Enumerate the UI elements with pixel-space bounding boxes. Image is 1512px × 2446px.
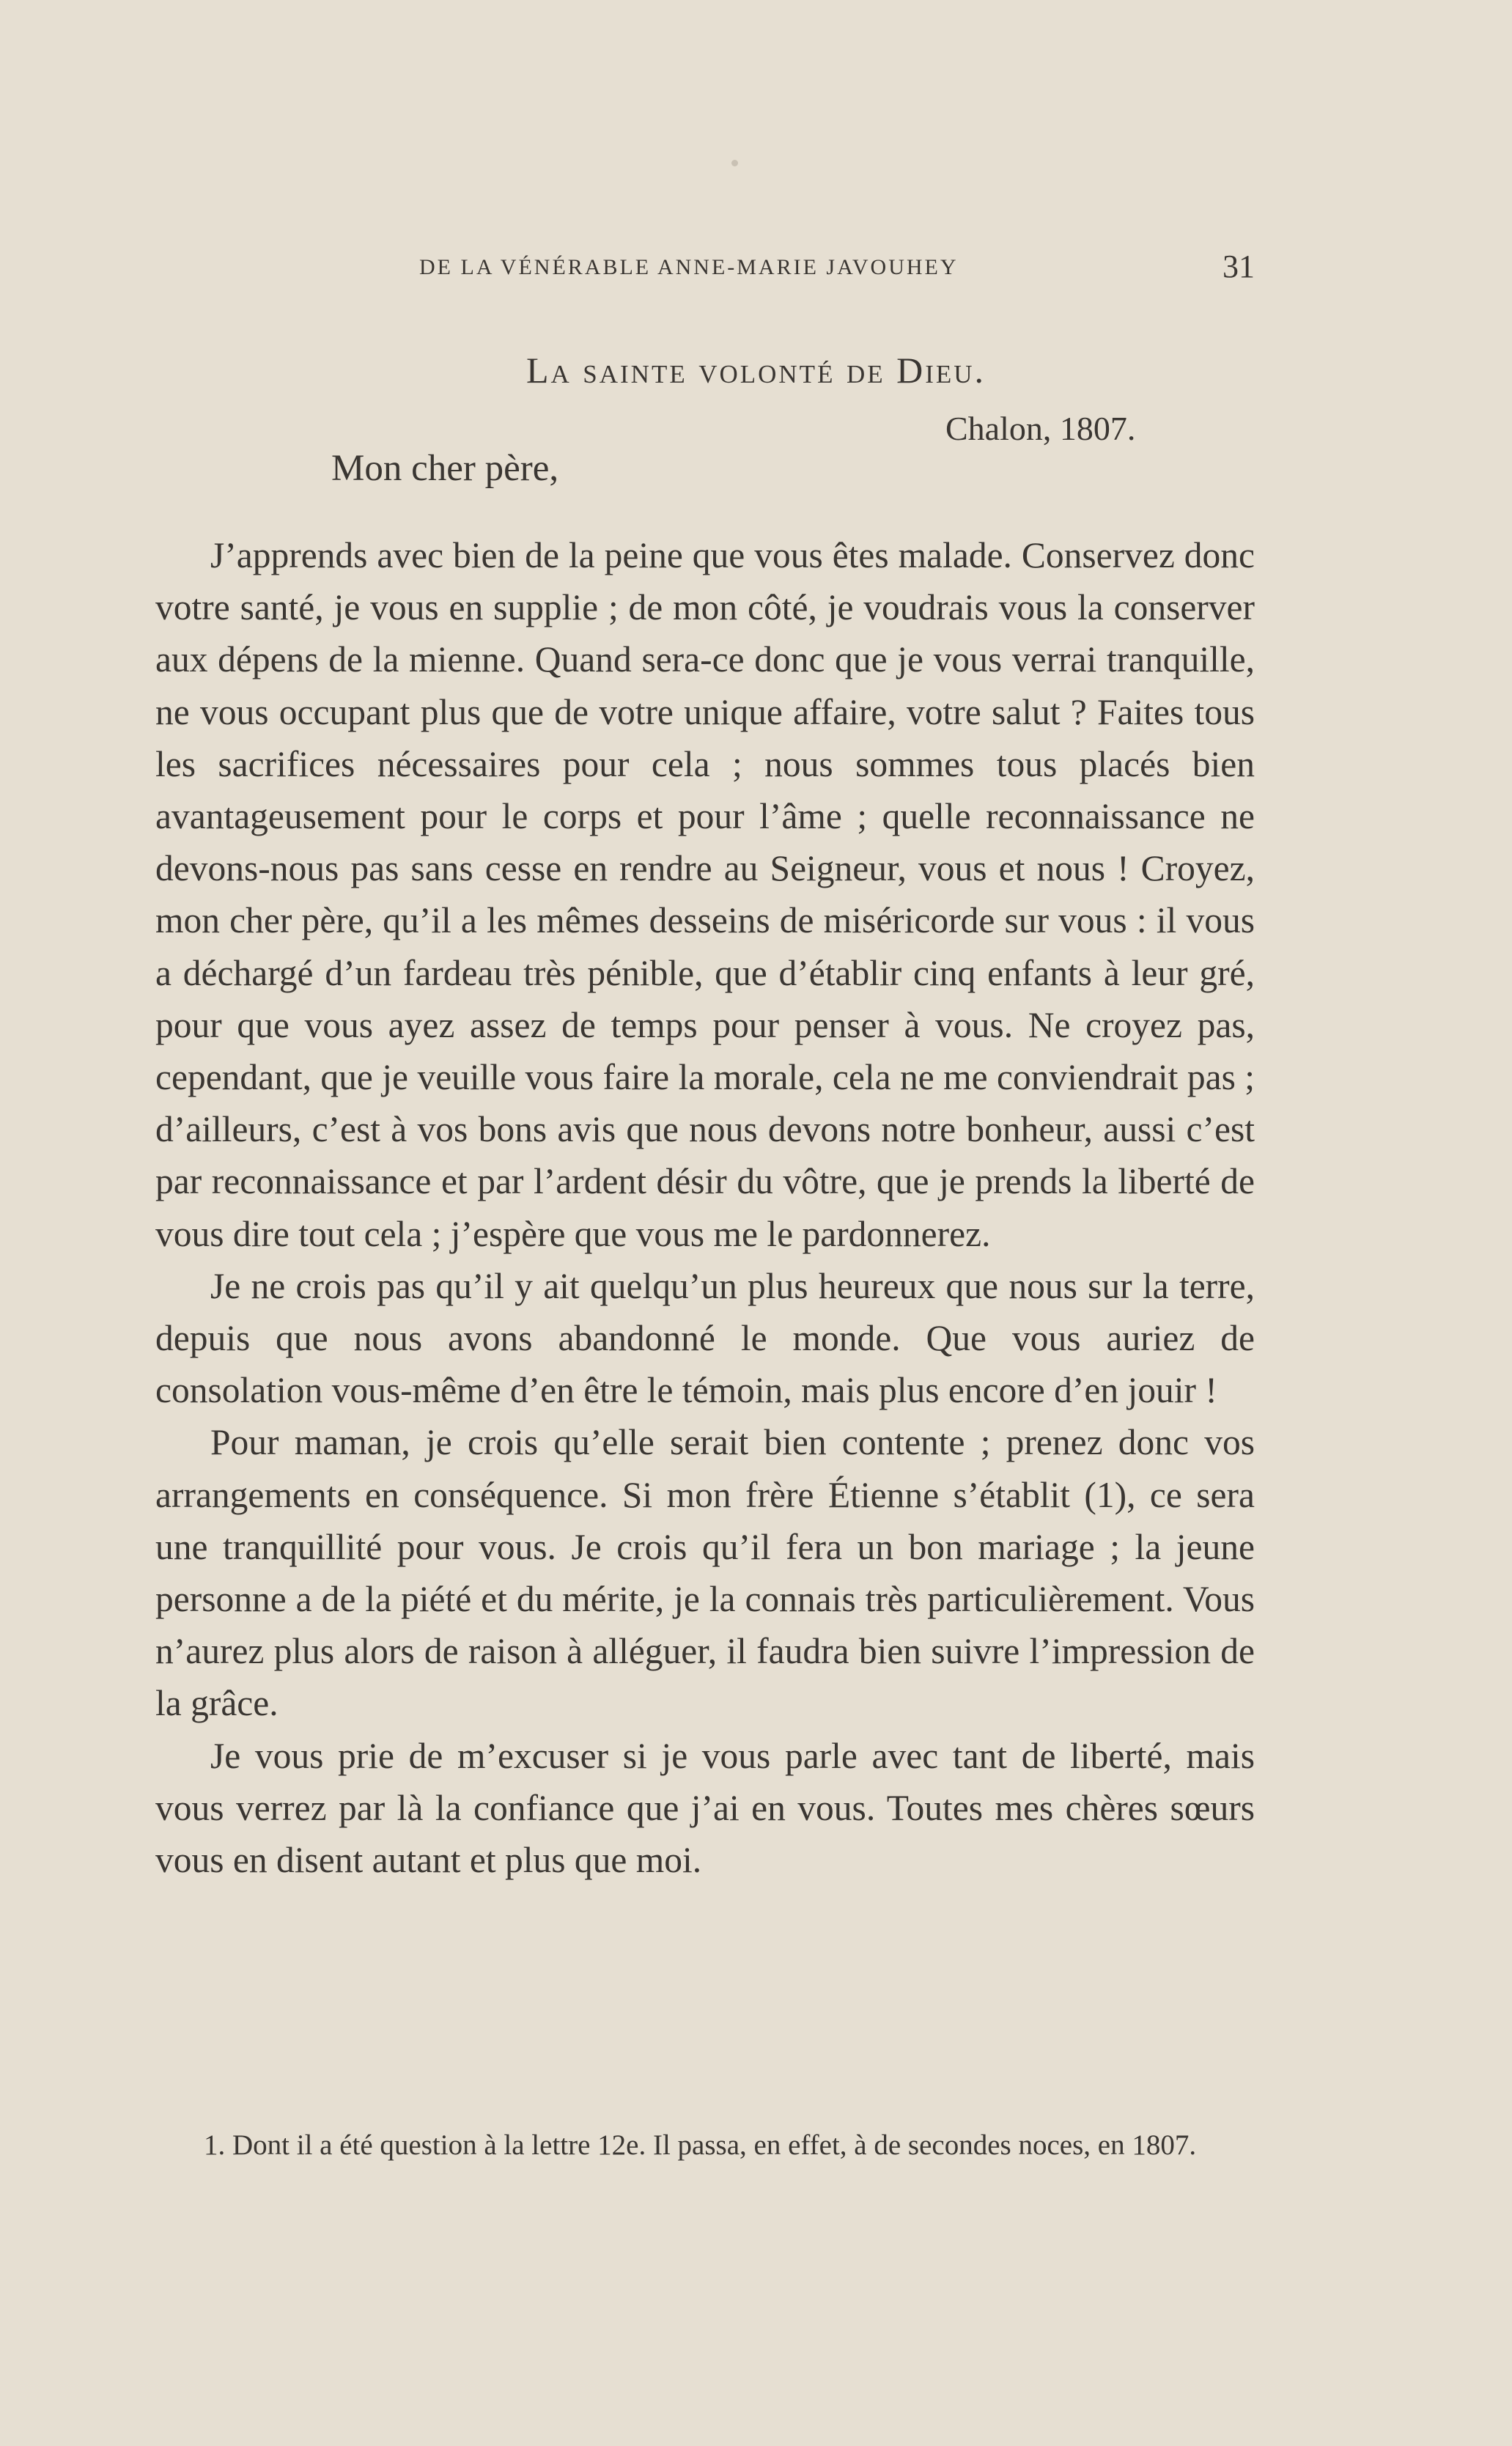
letter-title: La sainte volonté de Dieu. [525, 350, 987, 391]
salutation: Mon cher père, [331, 448, 559, 489]
footnote [155, 2127, 1255, 2164]
page-number: 31 [1222, 248, 1255, 284]
running-head [155, 248, 1255, 292]
place-date: Chalon, 1807. [945, 410, 1136, 447]
paragraph: Je ne crois pas qu’il y ait quelqu’un plus heureux que nous sur la terre, depuis que nous avons abandonné le monde. Que vous auriez de consolation vous-même d’en être le témoin, mais plus encore d’en jouir ! [155, 1265, 1255, 1411]
letter-body [155, 529, 1255, 1886]
running-title: DE LA VÉNÉRABLE ANNE-MARIE JAVOUHEY [419, 255, 959, 279]
paragraph: Je vous prie de m’excuser si je vous parle avec tant de liberté, mais vous verrez par là la confiance que j’ai en vous. Toutes mes chères sœurs vous en disent autant et plus que moi. [155, 1735, 1255, 1881]
paragraph: J’apprends avec bien de la peine que vous êtes malade. Conservez donc votre santé, je vous en supplie ; de mon côté, je voudrais vous la conserver aux dépens de la mienne. Quand sera-ce donc que je vous verrai tranquille, ne vous occupant plus que de votre unique affaire, votre salut ? Faites tous les sacrifices nécessaires pour cela ; nous sommes tous placés bien avantageusement pour le corps et pour l’âme ; quelle reconnaissance ne devons-nous pas sans cesse en rendre au Seigneur, vous et nous ! Croyez, mon cher père, qu’il a les mêmes desseins de miséricorde sur vous : il vous a déchargé d’un fardeau très pénible, que d’établir cinq enfants à leur gré, pour que vous ayez assez de temps pour penser à vous. Ne croyez pas, cependant, que je veuille vous faire la morale, cela ne me conviendrait pas ; d’ailleurs, c’est à vos bons avis que nous devons notre bonheur, aussi c’est par reconnaissance et par l’ardent désir du vôtre, que je prends la liberté de vous dire tout cela ; j’espère que vous me le pardonnerez. [155, 535, 1255, 1254]
footnote-text: 1. Dont il a été question à la lettre 12e. Il passa, en effet, à de secondes noces, en 1807. [204, 2129, 1197, 2161]
paragraph: Pour maman, je crois qu’elle serait bien contente ; prenez donc vos arrangements en conséquence. Si mon frère Étienne s’établit (1), ce sera une tranquillité pour vous. Je crois qu’il fera un bon mariage ; la jeune personne a de la piété et du mérite, je la connais très particulièrement. Vous n’aurez plus alors de raison à alléguer, il faudra bien suivre l’impression de la grâce. [155, 1422, 1255, 1724]
paper-speck [731, 160, 738, 166]
